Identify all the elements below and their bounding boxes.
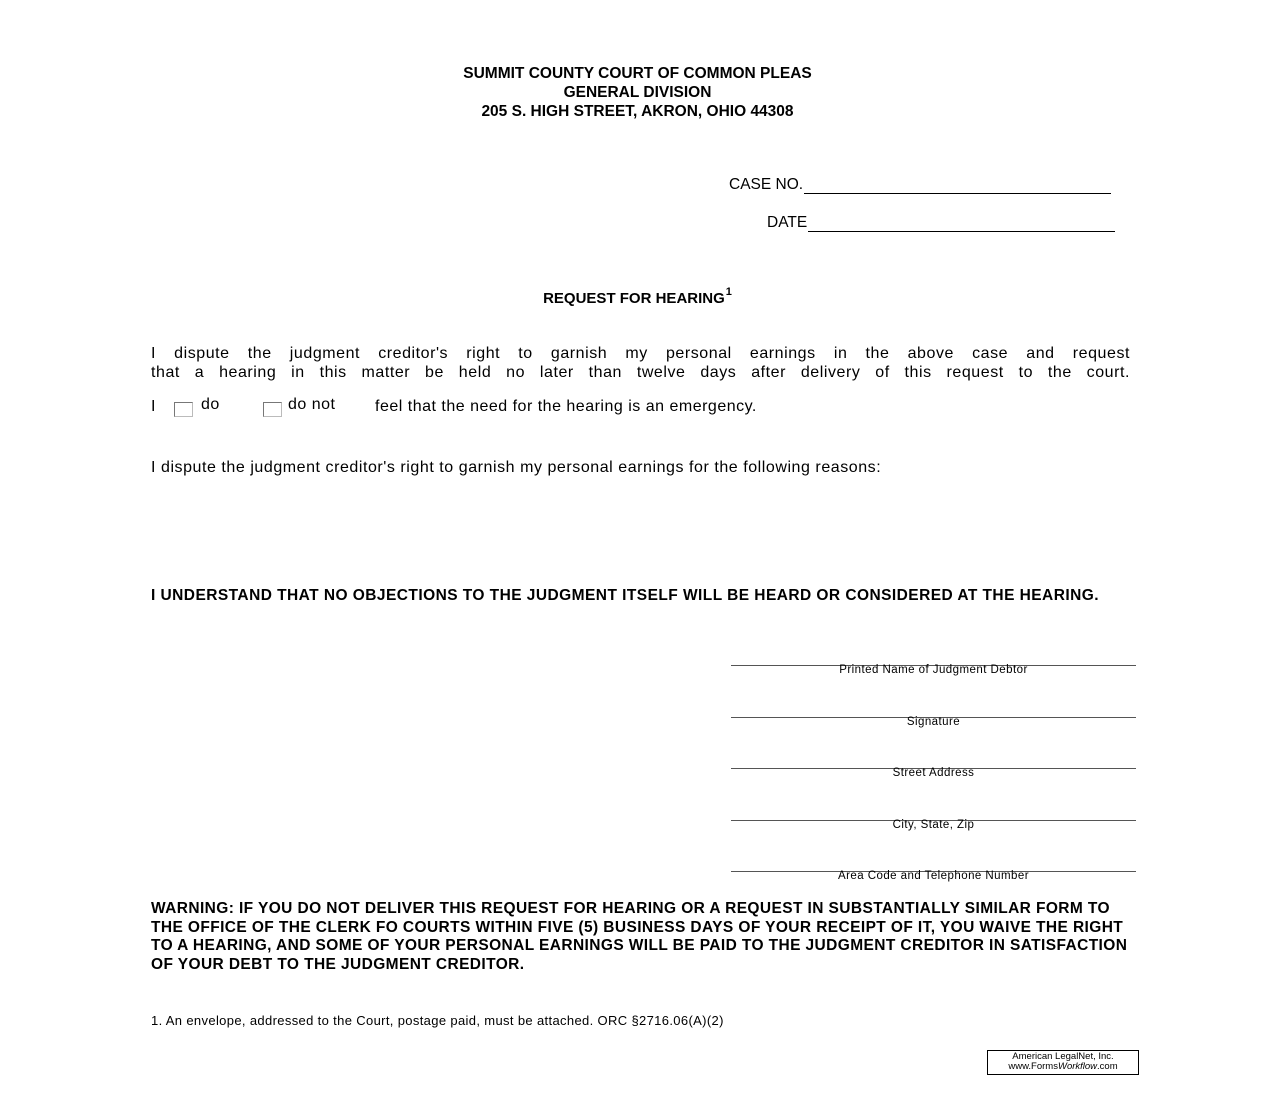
signature-label: Signature <box>906 716 961 728</box>
do-not-checkbox[interactable] <box>263 402 282 417</box>
case-number-input[interactable] <box>804 179 1111 194</box>
dispute-line-2: that a hearing in this matter be held no later than twelve days after delivery of this request to the court. <box>151 364 1130 381</box>
emergency-line <box>151 398 1051 420</box>
title-text: REQUEST FOR HEARING <box>543 290 725 307</box>
publisher-badge <box>987 1050 1139 1075</box>
emergency-prefix: I <box>151 398 156 415</box>
publisher-name: American LegalNet, Inc. <box>1012 1051 1114 1062</box>
court-address: 205 S. HIGH STREET, AKRON, OHIO 44308 <box>481 103 794 120</box>
city-state-zip-label: City, State, Zip <box>892 819 975 831</box>
telephone-label: Area Code and Telephone Number <box>837 870 1030 882</box>
do-not-label: do not <box>288 396 336 413</box>
warning-notice: WARNING: IF YOU DO NOT DELIVER THIS REQUEST FOR HEARING OR A REQUEST IN SUBSTANTIALLY SIMILAR FORM TO THE OFFICE OF THE CLERK FO COURTS WITHIN FIVE (5) BUSINESS DAYS OF YOUR RECEIPT OF IT, YOU WAIVE THE RIGHT TO A HEARING, AND SOME OF YOUR PERSONAL EARNINGS WILL BE PAID TO THE JUDGMENT CREDITOR IN SATISFACTION OF YOUR DEBT TO THE JUDGMENT CREDITOR. <box>151 900 1128 973</box>
date-input[interactable] <box>808 217 1115 232</box>
street-address-label: Street Address <box>892 767 975 779</box>
publisher-url <box>988 1062 1138 1072</box>
date-label: DATE <box>767 214 808 231</box>
understand-notice: I UNDERSTAND THAT NO OBJECTIONS TO THE JUDGMENT ITSELF WILL BE HEARD OR CONSIDERED AT THE HEARING. <box>151 587 1100 604</box>
title-footnote-ref: 1 <box>725 286 732 298</box>
printed-name-label: Printed Name of Judgment Debtor <box>839 664 1028 676</box>
publisher-url-italic: Workflow <box>1057 1061 1098 1072</box>
publisher-url-prefix: www.Forms <box>1008 1061 1058 1072</box>
court-header <box>0 64 1275 121</box>
do-checkbox[interactable] <box>174 402 193 417</box>
page-title <box>0 288 1275 307</box>
court-division: GENERAL DIVISION <box>563 84 712 101</box>
dispute-line-1: I dispute the judgment creditor's right to garnish my personal earnings in the above case and request <box>151 345 1130 362</box>
date-field <box>767 214 1115 232</box>
reasons-line: I dispute the judgment creditor's right to garnish my personal earnings for the following reasons: <box>151 459 882 476</box>
case-number-field <box>729 176 1111 194</box>
emergency-suffix: feel that the need for the hearing is an emergency. <box>375 398 757 415</box>
footnote: 1. An envelope, addressed to the Court, postage paid, must be attached. ORC §2716.06(A)(2) <box>151 1013 724 1028</box>
court-name: SUMMIT COUNTY COURT OF COMMON PLEAS <box>463 65 812 82</box>
dispute-paragraph <box>151 344 1130 382</box>
case-number-label: CASE NO. <box>729 176 804 193</box>
do-label: do <box>201 396 220 413</box>
publisher-url-suffix: .com <box>1097 1061 1118 1072</box>
